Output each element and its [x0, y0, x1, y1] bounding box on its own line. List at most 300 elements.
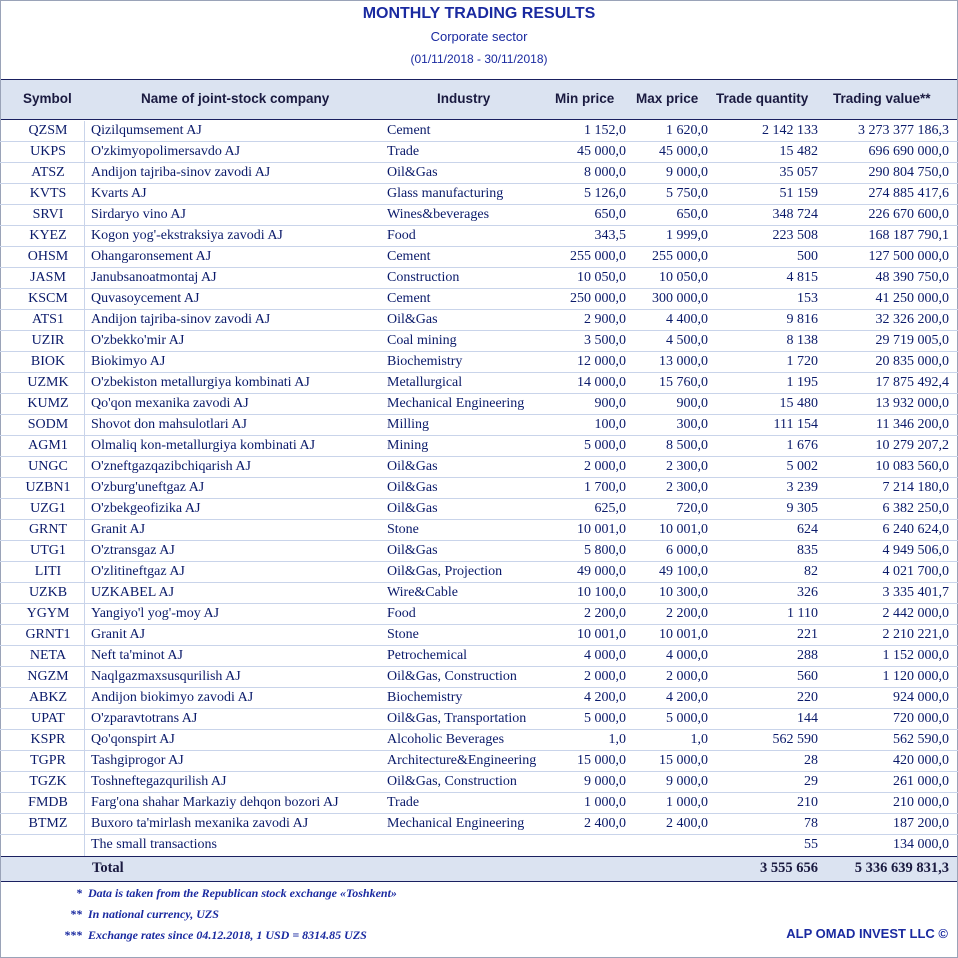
cell-min-price: 10 050,0 — [577, 270, 626, 285]
table-body — [0, 121, 958, 856]
cell-company: Qizilqumsement AJ — [91, 123, 202, 138]
cell-company: Granit AJ — [91, 522, 146, 537]
report-subtitle: Corporate sector — [430, 29, 528, 44]
cell-company: Andijon tajriba-sinov zavodi AJ — [91, 165, 271, 180]
cell-trade-quantity: 5 002 — [786, 459, 818, 474]
cell-min-price: 15 000,0 — [577, 753, 626, 768]
cell-max-price: 6 000,0 — [666, 543, 708, 558]
cell-company: Granit AJ — [91, 627, 146, 642]
cell-symbol: NETA — [29, 648, 67, 663]
cell-min-price: 45 000,0 — [577, 144, 626, 159]
cell-company: Farg'ona shahar Markaziy dehqon bozori AJ — [91, 795, 339, 810]
cell-symbol: GRNT — [28, 522, 68, 537]
cell-symbol: UTG1 — [30, 543, 66, 558]
cell-trading-value: 10 083 560,0 — [875, 459, 949, 474]
cell-company: Kogon yog'-ekstraksiya zavodi AJ — [91, 228, 283, 243]
cell-symbol: GRNT1 — [25, 627, 71, 642]
table-row — [0, 352, 958, 373]
cell-trade-quantity: 35 057 — [779, 165, 818, 180]
cell-trade-quantity: 2 142 133 — [762, 123, 818, 138]
cell-trading-value: 187 200,0 — [893, 816, 949, 831]
cell-trading-value: 3 273 377 186,3 — [858, 123, 949, 138]
cell-min-price: 8 000,0 — [584, 165, 626, 180]
cell-industry: Stone — [387, 627, 419, 642]
table-row — [0, 415, 958, 436]
cell-industry: Coal mining — [387, 333, 457, 348]
cell-max-price: 4 400,0 — [666, 312, 708, 327]
cell-symbol: JASM — [30, 270, 66, 285]
cell-industry: Oil&Gas — [387, 459, 438, 474]
footnote-3-mark: *** — [64, 928, 82, 942]
cell-min-price: 650,0 — [594, 207, 626, 222]
cell-trading-value: 1 152 000,0 — [882, 648, 949, 663]
cell-industry: Alcoholic Beverages — [387, 732, 505, 747]
cell-max-price: 2 000,0 — [666, 669, 708, 684]
cell-trade-quantity: 223 508 — [772, 228, 818, 243]
cell-trading-value: 4 949 506,0 — [882, 543, 949, 558]
cell-max-price: 300,0 — [676, 417, 708, 432]
cell-min-price: 3 500,0 — [584, 333, 626, 348]
cell-min-price: 49 000,0 — [577, 564, 626, 579]
cell-company: Neft ta'minot AJ — [91, 648, 183, 663]
cell-company: Janubsanoatmontaj AJ — [91, 270, 217, 285]
cell-trade-quantity: 9 816 — [786, 312, 818, 327]
table-row — [0, 709, 958, 730]
cell-industry: Biochemistry — [387, 354, 463, 369]
cell-min-price: 625,0 — [594, 501, 626, 516]
table-row — [0, 142, 958, 163]
cell-symbol: UNGC — [28, 459, 68, 474]
cell-company: Toshneftegazqurilish AJ — [91, 774, 227, 789]
cell-industry: Mining — [387, 438, 429, 453]
cell-max-price: 255 000,0 — [652, 249, 708, 264]
cell-max-price: 49 100,0 — [659, 564, 708, 579]
cell-min-price: 2 000,0 — [584, 459, 626, 474]
table-row — [0, 289, 958, 310]
cell-industry: Metallurgical — [387, 375, 463, 390]
cell-min-price: 4 200,0 — [584, 690, 626, 705]
cell-trading-value: 6 382 250,0 — [882, 501, 949, 516]
table-row — [0, 646, 958, 667]
cell-symbol: LITI — [34, 564, 62, 579]
cell-min-price: 2 200,0 — [584, 606, 626, 621]
footnote-3-text: Exchange rates since 04.12.2018, 1 USD = 8314.85 UZS — [88, 928, 367, 942]
cell-symbol: YGYM — [26, 606, 70, 621]
cell-trading-value: 420 000,0 — [893, 753, 949, 768]
cell-trade-quantity: 288 — [797, 648, 818, 663]
cell-industry: Milling — [387, 417, 430, 432]
cell-trade-quantity: 8 138 — [786, 333, 818, 348]
symbol-column-divider — [84, 121, 85, 856]
cell-trade-quantity: 111 154 — [773, 417, 818, 432]
cell-trade-quantity: 1 720 — [786, 354, 818, 369]
cell-trade-quantity: 82 — [804, 564, 818, 579]
cell-industry: Mechanical Engineering — [387, 816, 525, 831]
cell-trade-quantity: 29 — [804, 774, 818, 789]
cell-min-price: 5 000,0 — [584, 711, 626, 726]
total-value: 5 336 639 831,3 — [854, 860, 949, 876]
cell-min-price: 1,0 — [608, 732, 626, 747]
cell-trade-quantity: 144 — [797, 711, 818, 726]
cell-industry: Construction — [387, 270, 460, 285]
cell-industry: Oil&Gas, Construction — [387, 669, 517, 684]
total-quantity: 3 555 656 — [760, 860, 818, 876]
cell-max-price: 650,0 — [676, 207, 708, 222]
report-period: (01/11/2018 - 30/11/2018) — [410, 52, 548, 66]
cell-trade-quantity: 28 — [804, 753, 818, 768]
cell-industry: Oil&Gas — [387, 501, 438, 516]
cell-symbol: TGZK — [29, 774, 67, 789]
cell-industry: Oil&Gas, Projection — [387, 564, 503, 579]
cell-company: Shovot don mahsulotlari AJ — [91, 417, 247, 432]
cell-industry: Trade — [387, 144, 420, 159]
cell-symbol: UZG1 — [30, 501, 66, 516]
cell-symbol: BTMZ — [28, 816, 68, 831]
cell-max-price: 2 200,0 — [666, 606, 708, 621]
cell-trading-value: 2 442 000,0 — [882, 606, 949, 621]
cell-trading-value: 134 000,0 — [893, 837, 949, 852]
cell-trading-value: 7 214 180,0 — [882, 480, 949, 495]
cell-max-price: 9 000,0 — [666, 774, 708, 789]
cell-industry: Stone — [387, 522, 419, 537]
cell-company: O'zneftgazqazibchiqarish AJ — [91, 459, 251, 474]
table-header — [1, 79, 957, 120]
cell-trading-value: 32 326 200,0 — [875, 312, 949, 327]
table-row — [0, 772, 958, 793]
cell-max-price: 9 000,0 — [666, 165, 708, 180]
cell-trading-value: 924 000,0 — [893, 690, 949, 705]
cell-company: O'zparavtotrans AJ — [91, 711, 198, 726]
cell-trade-quantity: 15 482 — [779, 144, 818, 159]
cell-min-price: 5 000,0 — [584, 438, 626, 453]
cell-company: O'zlitineftgaz AJ — [91, 564, 185, 579]
cell-trade-quantity: 15 480 — [779, 396, 818, 411]
cell-company: Yangiyo'l yog'-moy AJ — [91, 606, 220, 621]
cell-symbol: KSPR — [30, 732, 66, 747]
cell-max-price: 4 500,0 — [666, 333, 708, 348]
cell-min-price: 10 100,0 — [577, 585, 626, 600]
cell-trading-value: 1 120 000,0 — [882, 669, 949, 684]
cell-trade-quantity: 210 — [797, 795, 818, 810]
cell-max-price: 2 300,0 — [666, 480, 708, 495]
cell-industry: Cement — [387, 123, 431, 138]
cell-trade-quantity: 560 — [797, 669, 818, 684]
col-max-price: Max price — [636, 91, 699, 106]
cell-max-price: 13 000,0 — [659, 354, 708, 369]
cell-company: Quvasoycement AJ — [91, 291, 200, 306]
table-row — [0, 331, 958, 352]
footnote-2-text: In national currency, UZS — [88, 907, 219, 921]
cell-trading-value: 11 346 200,0 — [876, 417, 949, 432]
cell-company: Tashgiprogor AJ — [91, 753, 184, 768]
cell-company: Andijon biokimyo zavodi AJ — [91, 690, 254, 705]
cell-max-price: 4 000,0 — [666, 648, 708, 663]
cell-company: Ohangaronsement AJ — [91, 249, 212, 264]
cell-max-price: 10 001,0 — [659, 627, 708, 642]
cell-industry: Oil&Gas — [387, 543, 438, 558]
cell-trade-quantity: 624 — [797, 522, 818, 537]
cell-industry: Cement — [387, 291, 431, 306]
cell-max-price: 8 500,0 — [666, 438, 708, 453]
table-row — [0, 730, 958, 751]
cell-trade-quantity: 3 239 — [786, 480, 818, 495]
cell-trade-quantity: 348 724 — [772, 207, 818, 222]
cell-industry: Oil&Gas — [387, 165, 438, 180]
cell-trading-value: 720 000,0 — [893, 711, 949, 726]
cell-max-price: 10 300,0 — [659, 585, 708, 600]
cell-symbol: KVTS — [29, 186, 67, 201]
col-company: Name of joint-stock company — [141, 91, 330, 106]
cell-symbol: KUMZ — [27, 396, 69, 411]
cell-min-price: 255 000,0 — [570, 249, 626, 264]
cell-company: O'zburg'uneftgaz AJ — [91, 480, 205, 495]
cell-company: Olmaliq kon-metallurgiya kombinati AJ — [91, 438, 316, 453]
col-min-price: Min price — [555, 91, 615, 106]
cell-trade-quantity: 220 — [797, 690, 818, 705]
cell-min-price: 2 000,0 — [584, 669, 626, 684]
cell-trade-quantity: 1 676 — [786, 438, 818, 453]
cell-industry: Trade — [387, 795, 420, 810]
cell-symbol: UKPS — [30, 144, 66, 159]
table-row — [0, 667, 958, 688]
cell-industry: Architecture&Engineering — [387, 753, 537, 768]
table-row — [0, 226, 958, 247]
cell-company: Biokimyo AJ — [91, 354, 166, 369]
cell-max-price: 15 760,0 — [659, 375, 708, 390]
cell-trade-quantity: 78 — [804, 816, 818, 831]
cell-company: Naqlgazmaxsusqurilish AJ — [91, 669, 241, 684]
cell-symbol: NGZM — [27, 669, 69, 684]
cell-min-price: 100,0 — [594, 417, 626, 432]
cell-symbol: TGPR — [30, 753, 66, 768]
footnote-2 — [50, 907, 219, 922]
cell-trading-value: 226 670 600,0 — [868, 207, 949, 222]
table-row — [0, 604, 958, 625]
cell-min-price: 2 900,0 — [584, 312, 626, 327]
cell-company: Qo'qon mexanika zavodi AJ — [91, 396, 249, 411]
table-row — [0, 814, 958, 835]
table-row — [0, 688, 958, 709]
table-row — [0, 751, 958, 772]
table-row — [0, 793, 958, 814]
cell-trading-value: 3 335 401,7 — [882, 585, 949, 600]
cell-min-price: 1 152,0 — [584, 123, 626, 138]
cell-symbol: OHSM — [27, 249, 69, 264]
cell-trade-quantity: 221 — [797, 627, 818, 642]
cell-company: Buxoro ta'mirlash mexanika zavodi AJ — [91, 816, 309, 831]
cell-trading-value: 41 250 000,0 — [875, 291, 949, 306]
cell-trading-value: 17 875 492,4 — [875, 375, 949, 390]
cell-industry: Food — [387, 606, 416, 621]
cell-industry: Wire&Cable — [387, 585, 458, 600]
cell-symbol: ABKZ — [28, 690, 68, 705]
table-row — [0, 373, 958, 394]
cell-company: O'zbekko'mir AJ — [91, 333, 185, 348]
cell-trading-value: 2 210 221,0 — [882, 627, 949, 642]
table-row — [0, 394, 958, 415]
footnote-1-text: Data is taken from the Republican stock exchange «Toshkent» — [88, 886, 397, 900]
cell-trading-value: 290 804 750,0 — [868, 165, 949, 180]
cell-min-price: 2 400,0 — [584, 816, 626, 831]
col-trade-quantity: Trade quantity — [716, 91, 809, 106]
cell-trade-quantity: 4 815 — [786, 270, 818, 285]
cell-symbol: SRVI — [32, 207, 64, 222]
cell-company: Kvarts AJ — [91, 186, 147, 201]
table-row — [0, 184, 958, 205]
cell-company: O'zbekgeofizika AJ — [91, 501, 201, 516]
table-row — [0, 499, 958, 520]
table-row — [0, 541, 958, 562]
table-row — [0, 835, 958, 856]
cell-trade-quantity: 51 159 — [779, 186, 818, 201]
cell-industry: Glass manufacturing — [387, 186, 504, 201]
cell-symbol: QZSM — [28, 123, 68, 138]
cell-symbol: ATSZ — [31, 165, 65, 180]
cell-max-price: 4 200,0 — [666, 690, 708, 705]
cell-trading-value: 13 932 000,0 — [875, 396, 949, 411]
table-row — [0, 625, 958, 646]
cell-trading-value: 29 719 005,0 — [875, 333, 949, 348]
cell-max-price: 1 999,0 — [666, 228, 708, 243]
cell-company: O'zkimyopolimersavdo AJ — [91, 144, 241, 159]
cell-min-price: 14 000,0 — [577, 375, 626, 390]
cell-min-price: 5 126,0 — [584, 186, 626, 201]
cell-max-price: 900,0 — [676, 396, 708, 411]
table-row — [0, 562, 958, 583]
total-row — [1, 856, 957, 882]
cell-industry: Oil&Gas — [387, 480, 438, 495]
cell-symbol: UZIR — [31, 333, 65, 348]
cell-trading-value: 696 690 000,0 — [868, 144, 949, 159]
cell-company: Sirdaryo vino AJ — [91, 207, 186, 222]
table-row — [0, 457, 958, 478]
cell-industry: Cement — [387, 249, 431, 264]
cell-trading-value: 261 000,0 — [893, 774, 949, 789]
cell-trading-value: 10 279 207,2 — [875, 438, 949, 453]
cell-max-price: 1 620,0 — [666, 123, 708, 138]
cell-industry: Mechanical Engineering — [387, 396, 525, 411]
table-row — [0, 436, 958, 457]
cell-max-price: 2 400,0 — [666, 816, 708, 831]
cell-max-price: 10 050,0 — [659, 270, 708, 285]
cell-trade-quantity: 835 — [797, 543, 818, 558]
cell-max-price: 45 000,0 — [659, 144, 708, 159]
cell-trade-quantity: 55 — [804, 837, 818, 852]
cell-industry: Oil&Gas — [387, 312, 438, 327]
cell-symbol: SODM — [27, 417, 69, 432]
cell-trading-value: 20 835 000,0 — [875, 354, 949, 369]
table-row — [0, 163, 958, 184]
cell-max-price: 720,0 — [676, 501, 708, 516]
cell-max-price: 5 000,0 — [666, 711, 708, 726]
cell-min-price: 5 800,0 — [584, 543, 626, 558]
table-row — [0, 310, 958, 331]
cell-trading-value: 210 000,0 — [893, 795, 949, 810]
cell-trading-value: 562 590,0 — [893, 732, 949, 747]
cell-symbol: UZBN1 — [25, 480, 71, 495]
cell-trading-value: 127 500 000,0 — [868, 249, 949, 264]
cell-max-price: 10 001,0 — [659, 522, 708, 537]
cell-company: Andijon tajriba-sinov zavodi AJ — [91, 312, 271, 327]
table-row — [0, 520, 958, 541]
cell-industry: Food — [387, 228, 416, 243]
cell-max-price: 15 000,0 — [659, 753, 708, 768]
cell-min-price: 1 700,0 — [584, 480, 626, 495]
cell-trading-value: 6 240 624,0 — [882, 522, 949, 537]
cell-trade-quantity: 326 — [797, 585, 818, 600]
cell-min-price: 12 000,0 — [577, 354, 626, 369]
cell-trade-quantity: 562 590 — [772, 732, 818, 747]
cell-symbol: KSCM — [28, 291, 68, 306]
total-label: Total — [92, 860, 124, 876]
table-row — [0, 247, 958, 268]
cell-trade-quantity: 153 — [797, 291, 818, 306]
cell-min-price: 250 000,0 — [570, 291, 626, 306]
cell-trading-value: 274 885 417,6 — [868, 186, 949, 201]
cell-company: O'zbekiston metallurgiya kombinati AJ — [91, 375, 310, 390]
cell-symbol: UZMK — [27, 375, 69, 390]
cell-trading-value: 48 390 750,0 — [875, 270, 949, 285]
footnote-2-mark: ** — [70, 907, 82, 921]
cell-symbol: AGM1 — [28, 438, 68, 453]
table-row — [0, 478, 958, 499]
report-title: MONTHLY TRADING RESULTS — [362, 5, 596, 22]
cell-symbol: UPAT — [31, 711, 65, 726]
cell-min-price: 10 001,0 — [577, 627, 626, 642]
cell-symbol: FMDB — [28, 795, 68, 810]
cell-min-price: 10 001,0 — [577, 522, 626, 537]
cell-industry: Petrochemical — [387, 648, 468, 663]
table-row — [0, 205, 958, 226]
brand-label: ALP OMAD INVEST LLC © — [786, 926, 948, 941]
cell-industry: Oil&Gas, Transportation — [387, 711, 527, 726]
cell-max-price: 2 300,0 — [666, 459, 708, 474]
cell-max-price: 300 000,0 — [652, 291, 708, 306]
cell-symbol: UZKB — [28, 585, 68, 600]
cell-max-price: 1,0 — [690, 732, 708, 747]
cell-trade-quantity: 9 305 — [786, 501, 818, 516]
cell-min-price: 9 000,0 — [584, 774, 626, 789]
cell-min-price: 1 000,0 — [584, 795, 626, 810]
table-row — [0, 268, 958, 289]
cell-min-price: 900,0 — [594, 396, 626, 411]
cell-min-price: 4 000,0 — [584, 648, 626, 663]
cell-symbol: BIOK — [30, 354, 66, 369]
cell-trade-quantity: 1 110 — [787, 606, 818, 621]
col-trading-value: Trading value** — [833, 91, 931, 106]
col-industry: Industry — [437, 91, 491, 106]
cell-symbol: ATS1 — [32, 312, 64, 327]
footnote-3 — [50, 928, 367, 943]
cell-industry: Wines&beverages — [387, 207, 490, 222]
cell-company: UZKABEL AJ — [91, 585, 175, 600]
cell-trade-quantity: 500 — [797, 249, 818, 264]
cell-industry: Oil&Gas, Construction — [387, 774, 517, 789]
cell-trading-value: 4 021 700,0 — [882, 564, 949, 579]
footnote-1-mark: * — [76, 886, 82, 900]
cell-max-price: 5 750,0 — [666, 186, 708, 201]
cell-max-price: 1 000,0 — [666, 795, 708, 810]
cell-company: Qo'qonspirt AJ — [91, 732, 175, 747]
col-symbol: Symbol — [23, 91, 72, 106]
cell-trading-value: 168 187 790,1 — [868, 228, 949, 243]
table-row — [0, 121, 958, 142]
cell-symbol: KYEZ — [29, 228, 67, 243]
cell-min-price: 343,5 — [594, 228, 626, 243]
cell-company: The small transactions — [91, 837, 217, 852]
table-row — [0, 583, 958, 604]
cell-industry: Biochemistry — [387, 690, 463, 705]
